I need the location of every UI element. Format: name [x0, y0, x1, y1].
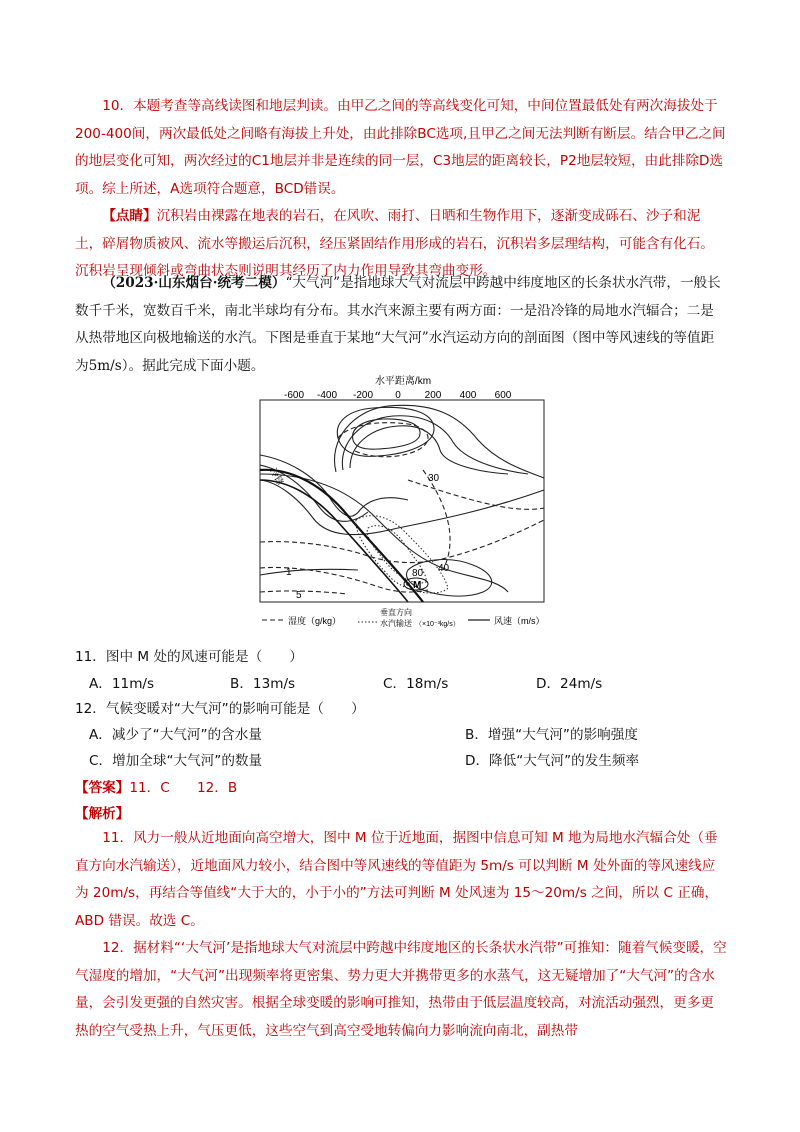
tip-text: 沉积岩由裸露在地表的岩石，在风吹、雨打、日晒和生物作用下，逐渐变成砾石、沙子和泥土，碎屑物质被风、流水等搬运后沉积，经压紧固结作用形成的岩石，沉积岩多层理结构，可能含有化石。沉积岩呈现倾斜或弯曲状态则说明其经历了内力作用导致其弯曲变形。 — [75, 208, 714, 279]
wind-contour — [335, 405, 544, 478]
q12-option-a: A．减少了“大气河”的含水量 — [89, 727, 262, 743]
wind-contours — [260, 405, 544, 596]
legend-transport-1: 垂直方向 — [380, 608, 412, 617]
wind-contour — [260, 455, 408, 516]
q11-stem: 11．图中 M 处的风速可能是（ ） — [75, 649, 303, 665]
material-text: “大气河”是指地球大气对流层中跨越中纬度地区的长条状水汽带，一般长数千千米，宽数百千米，南北半球均有分布。其水汽来源主要有两方面：一是沿冷锋的局地水汽辐合；二是从热带地区向极地输送的水汽。下图是垂直于某地“大气河”水汽运动方向的剖面图（图中等风速线的等值距为5m/s）。据此完成下面小题。 — [75, 275, 721, 374]
q11-option-c: C．18m/s — [383, 676, 449, 692]
contour-label-5: 5 — [296, 590, 302, 601]
x-tick-label: 0 — [395, 390, 401, 401]
x-tick-label: 200 — [424, 390, 442, 401]
analysis-10: 10．本题考查等高线读图和地层判读。由甲乙之间的等高线变化可知，中间位置最低处有两次海拔处于200-400间，两次最低处之间略有海拔上升处，由此排除BC选项,且甲乙之间无法判断有断层。结合甲乙之间的地层变化可知，两次经过的C1地层并非是连续的同一层，C3地层的距离较长，P2地层较短，由此排除D选项。综上所述，A选项符合题意，BCD错误。 — [75, 98, 726, 197]
analysis-11: 11．风力一般从近地面向高空增大，图中 M 位于近地面，据图中信息可知 M 地为局地水汽辐合处（垂直方向水汽输送），近地面风力较小，结合图中等风速线的等值距为 5m/s 可以判断 M 处外面的等风速线应为 20m/s，再结合等值线“大于大的，小于小的”方法可判断 M 处风速为 15～20m/s 之间，所以 C 正确，ABD 错误。故选 C。 — [75, 830, 719, 929]
contour-label-40: 40 — [438, 563, 450, 574]
material-paragraph — [75, 270, 727, 380]
m-marker-dot — [406, 582, 410, 586]
wind-contour — [342, 416, 528, 474]
x-tick-label: 400 — [459, 390, 477, 401]
analysis-tag: 【解析】 — [75, 806, 130, 822]
legend-humidity: 湿度（g/kg） — [288, 616, 342, 626]
x-tick-label: -600 — [283, 390, 305, 401]
contour-label-30: 30 — [428, 473, 440, 484]
material-source: （2023·山东烟台·统考二模） — [102, 275, 286, 291]
contour-label-1: 1 — [286, 567, 292, 578]
humidity-contour — [408, 480, 544, 509]
x-tick-label: -400 — [316, 390, 338, 401]
q12-option-b: B．增强“大气河”的影响强度 — [465, 727, 638, 743]
contour-label-80: 80 — [412, 568, 424, 579]
q12-stem: 12．气候变暖对“大气河”的影响可能是（ ） — [75, 701, 365, 717]
q11-option-a: A．11m/s — [89, 676, 155, 692]
answer-tag: 【答案】 — [75, 780, 130, 796]
humidity-contours — [260, 423, 544, 594]
x-tick-label: -200 — [352, 390, 374, 401]
x-ticks — [284, 390, 512, 401]
legend-transport-2: 水汽输送 — [380, 619, 412, 628]
m-label: M — [413, 580, 422, 591]
q12-option-d: D．降低“大气河”的发生频率 — [465, 753, 640, 769]
x-tick-label: 600 — [494, 390, 512, 401]
plot-frame — [260, 400, 544, 602]
figure-legend — [262, 607, 545, 628]
q11-option-d: D．24m/s — [536, 676, 603, 692]
answer-text: 11．C 12．B — [129, 780, 238, 796]
q11-option-b: B．13m/s — [230, 676, 296, 692]
humidity-contour — [260, 591, 348, 594]
analysis-12: 12．据材料“‘大气河’是指地球大气对流层中跨越中纬度地区的长条状水汽带”可推知：随着气候变暖，空气湿度的增加，“大气河”出现频率将更密集、势力更大并携带更多的水蒸气，这无疑增加了“大气河”的含水量，会引发更强的自然灾害。根据全球变暖的影响可推知，热带由于低层温度较高，对流活动强烈，更多更热的空气受热上升，气压更低，这些空气到高空受地转偏向力影响流向南北，副热带 — [75, 940, 727, 1039]
legend-transport-unit: （×10⁻³kg/s） — [415, 621, 460, 628]
legend-wind: 风速（m/s） — [494, 616, 545, 626]
front-label: 冷锋 — [268, 466, 286, 487]
wind-contour — [350, 426, 508, 474]
q12-option-c: C．增加全球“大气河”的数量 — [89, 753, 263, 769]
river-profile-figure — [258, 370, 558, 632]
wind-contour — [353, 419, 420, 449]
humidity-contour — [338, 423, 428, 457]
answer-line — [75, 778, 237, 798]
tip-tag: 【点睛】 — [102, 208, 157, 224]
x-axis-title: 水平距离/km — [374, 376, 432, 387]
